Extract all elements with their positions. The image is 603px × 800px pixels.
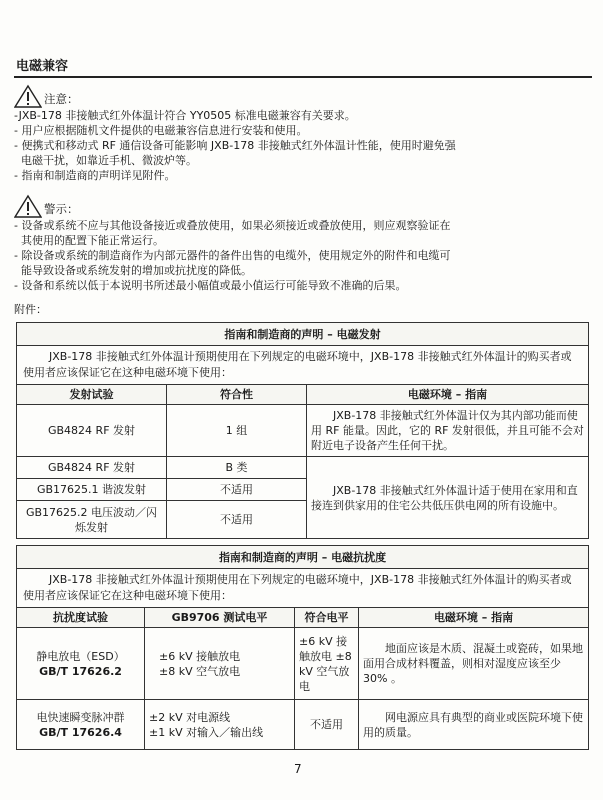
emission-table — [16, 322, 589, 539]
notice-title: 注意： — [44, 92, 79, 106]
emission-header-guide: 电磁环境 – 指南 — [307, 385, 589, 405]
emission-intro: JXB-178 非接触式红外体温计预期使用在下列规定的电磁环境中，JXB-178 非接触式红外体温计的购买者或使用者应该保证它在这种电磁环境下使用： — [17, 346, 589, 385]
immunity-test-name: 静电放电（ESD） — [36, 649, 125, 663]
immunity-level-line: ±1 kV 对输入／输出线 — [149, 725, 264, 739]
table-row — [17, 628, 589, 700]
immunity-table — [16, 545, 589, 750]
emission-compliance-cell: 不适用 — [167, 501, 307, 539]
notice-header — [14, 84, 79, 108]
emission-test-cell: GB17625.2 电压波动／闪烁发射 — [17, 501, 167, 539]
immunity-test-name: 电快速瞬变脉冲群 — [36, 710, 125, 724]
immunity-level-line: ±8 kV 空气放电 — [159, 664, 241, 678]
emission-table-title: 指南和制造商的声明 – 电磁发射 — [17, 323, 589, 346]
notice-line: -JXB-178 非接触式红外体温计符合 YY0505 标准电磁兼容有关要求。 — [14, 109, 356, 122]
immunity-level-cell — [145, 628, 295, 700]
warning-text — [14, 218, 592, 293]
immunity-header-level: GB9706 测试电平 — [145, 608, 295, 628]
emission-guide-cell: JXB-178 非接触式红外体温计仅为其内部功能而使用 RF 能量。因此，它的 RF 发射很低，并且可能不会对附近电子设备产生任何干扰。 — [307, 405, 589, 457]
immunity-test-cell — [17, 628, 145, 700]
immunity-intro: JXB-178 非接触式红外体温计预期使用在下列规定的电磁环境中，JXB-178 非接触式红外体温计的购买者或使用者应该保证它在这种电磁环境下使用： — [17, 569, 589, 608]
immunity-level-line: ±6 kV 接触放电 — [159, 649, 241, 663]
warning-line: 其使用的配置下能正常运行。 — [14, 234, 164, 247]
table-row — [17, 405, 589, 457]
emission-compliance-cell: 不适用 — [167, 479, 307, 501]
immunity-level-cell — [145, 700, 295, 750]
immunity-test-standard: GB/T 17626.2 — [39, 664, 122, 678]
emission-compliance-cell: B 类 — [167, 457, 307, 479]
attachment-label: 附件： — [14, 303, 47, 316]
warning-header — [14, 194, 79, 218]
warning-line: - 设备和系统以低于本说明书所述最小幅值或最小值运行可能导致不准确的后果。 — [14, 279, 407, 292]
emission-test-cell: GB4824 RF 发射 — [17, 405, 167, 457]
notice-line: - 指南和制造商的声明详见附件。 — [14, 169, 176, 182]
immunity-guide-cell: 网电源应具有典型的商业或医院环境下使用的质量。 — [359, 700, 589, 750]
table-row — [17, 457, 589, 479]
manual-page — [14, 0, 592, 800]
notice-line: - 用户应根据随机文件提供的电磁兼容信息进行安装和使用。 — [14, 124, 308, 137]
section-heading: 电磁兼容 — [16, 59, 69, 74]
caution-triangle-icon — [14, 84, 42, 108]
immunity-table-title: 指南和制造商的声明 – 电磁抗扰度 — [17, 546, 589, 569]
immunity-compliance-cell: 不适用 — [295, 700, 359, 750]
notice-text — [14, 108, 592, 183]
warning-line: - 设备或系统不应与其他设备接近或叠放使用，如果必须接近或叠放使用，则应观察验证在 — [14, 219, 451, 232]
page-number: 7 — [294, 762, 302, 776]
emission-header-test: 发射试验 — [17, 385, 167, 405]
immunity-level-line: ±2 kV 对电源线 — [149, 710, 231, 724]
emission-header-compliance: 符合性 — [167, 385, 307, 405]
emission-guide-cell: JXB-178 非接触式红外体温计适于使用在家用和直接连到供家用的住宅公共低压供电网的所有设施中。 — [307, 457, 589, 539]
heading-rule — [14, 76, 592, 78]
warning-line: 能导致设备或系统发射的增加或抗扰度的降低。 — [14, 264, 252, 277]
immunity-compliance-cell: ±6 kV 接触放电 ±8 kV 空气放电 — [295, 628, 359, 700]
emission-test-cell: GB17625.1 谐波发射 — [17, 479, 167, 501]
warning-line: - 除设备或系统的制造商作为内部元器件的备件出售的电缆外，使用规定外的附件和电缆可 — [14, 249, 451, 262]
immunity-guide-cell: 地面应该是木质、混凝土或瓷砖，如果地面用合成材料覆盖，则相对湿度应该至少 30% 。 — [359, 628, 589, 700]
emission-test-cell: GB4824 RF 发射 — [17, 457, 167, 479]
warning-title: 警示： — [44, 202, 79, 216]
emission-compliance-cell: 1 组 — [167, 405, 307, 457]
immunity-header-guide: 电磁环境 – 指南 — [359, 608, 589, 628]
immunity-header-test: 抗扰度试验 — [17, 608, 145, 628]
notice-line: 电磁干扰，如靠近手机、微波炉等。 — [14, 154, 197, 167]
immunity-test-standard: GB/T 17626.4 — [39, 725, 122, 739]
immunity-test-cell — [17, 700, 145, 750]
immunity-header-compliance: 符合电平 — [295, 608, 359, 628]
notice-line: - 便携式和移动式 RF 通信设备可能影响 JXB-178 非接触式红外体温计性能，使用时避免强 — [14, 139, 456, 152]
table-row — [17, 700, 589, 750]
warning-triangle-icon — [14, 194, 42, 218]
